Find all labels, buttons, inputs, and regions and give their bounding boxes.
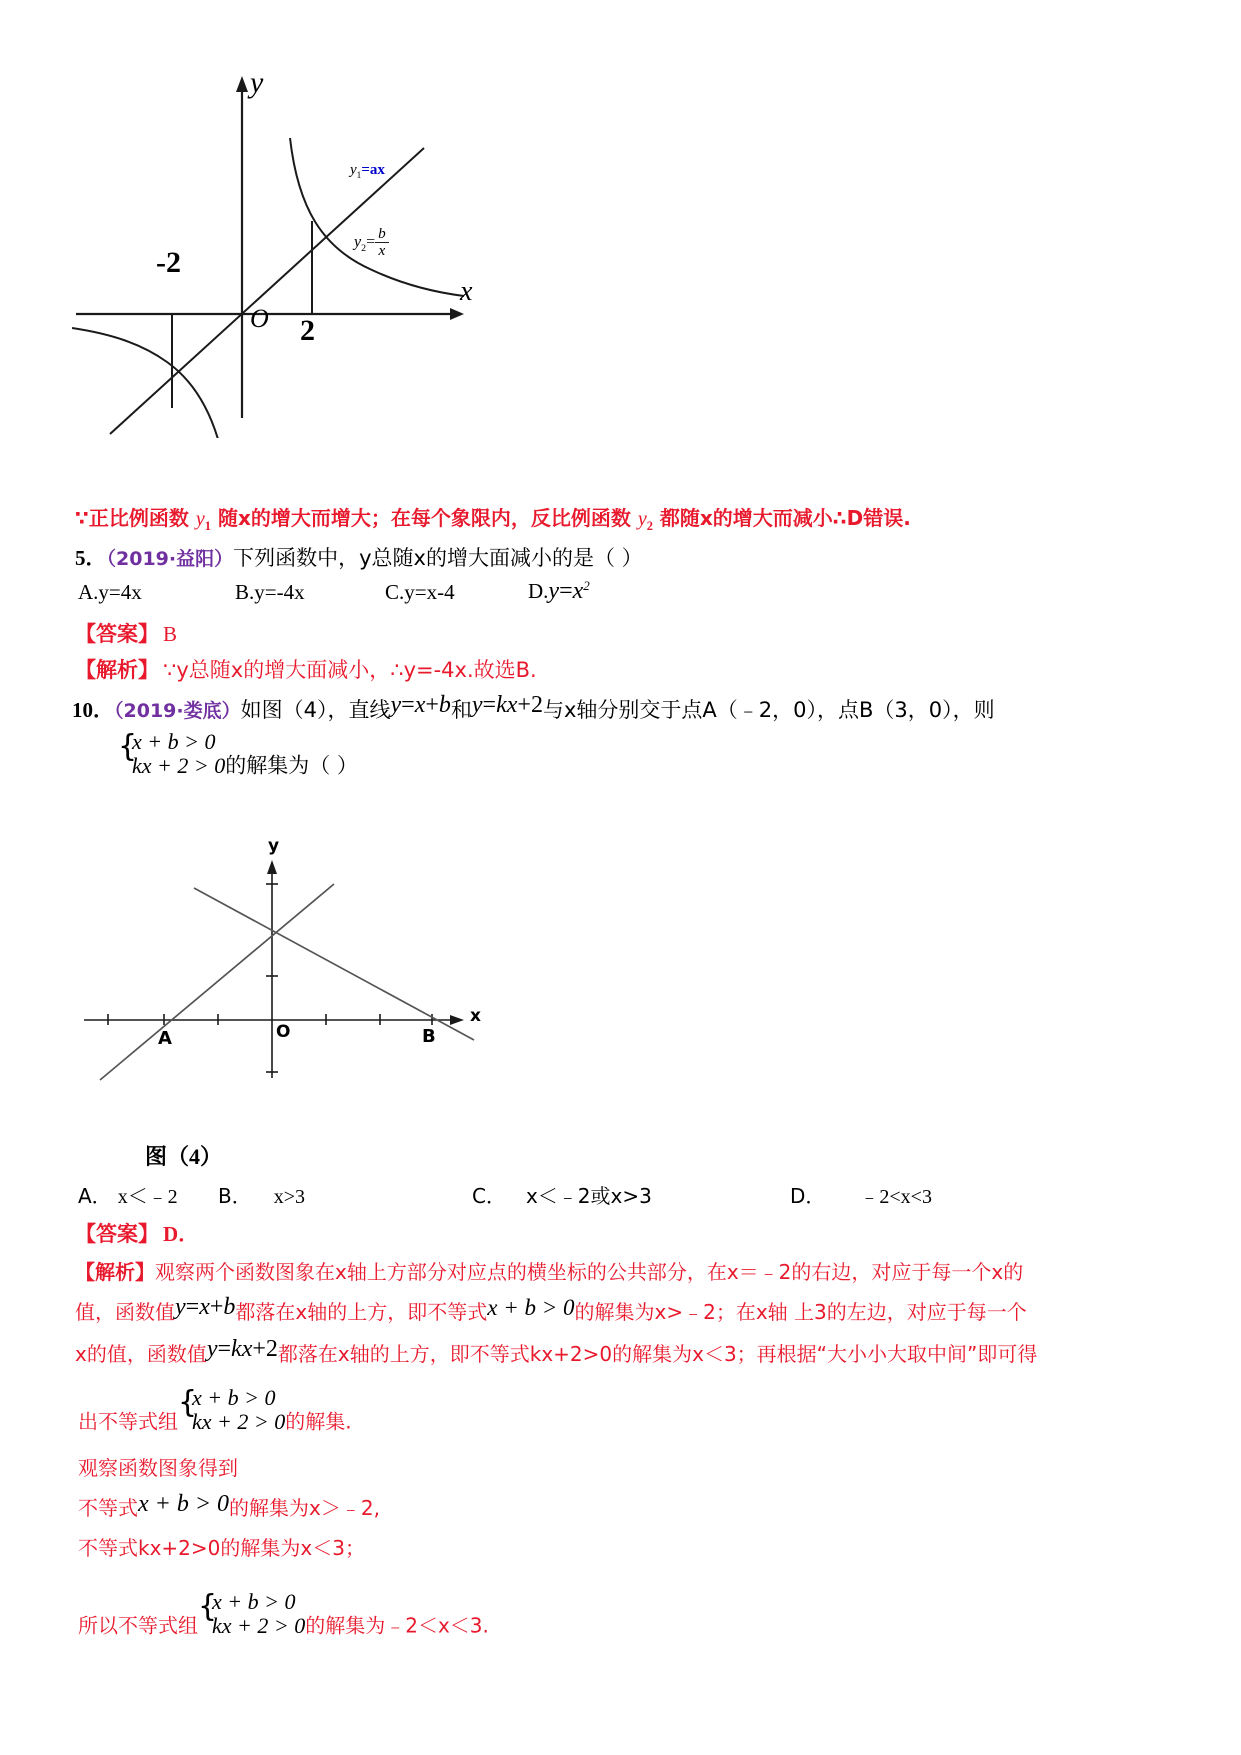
question10-stem-c: 与x轴分别交于点A（﹣2，0），点B（3，0），则 bbox=[542, 698, 995, 722]
a-eq1-y: y bbox=[175, 1294, 186, 1320]
q10-eq2-plus: + bbox=[517, 692, 531, 718]
question5-option-d-exponent: 2 bbox=[583, 578, 590, 593]
q10-eq1-b: b bbox=[438, 692, 451, 718]
question5-stem-line bbox=[75, 542, 643, 572]
note-line-conclusion bbox=[75, 502, 911, 534]
question10-option-a-label: A． bbox=[78, 1184, 112, 1208]
a-eq2-plus: + bbox=[252, 1336, 266, 1362]
question10-analysis-l1: 观察两个函数图象在x轴上方部分对应点的横坐标的公共部分，在x＝﹣2的右边，对应于每一个x的 bbox=[155, 1260, 1024, 1284]
figure1-line-label-sub: 1 bbox=[356, 171, 362, 181]
figure-inverse-proportion bbox=[72, 58, 492, 438]
question10-option-c-label: C． bbox=[472, 1184, 506, 1208]
question5-analysis-text: ∵y总随x的增大面减小，∴y=-4x.故选B. bbox=[163, 658, 537, 682]
figure1-line-label-rest: =ax bbox=[361, 162, 385, 178]
a-eq2-k: k bbox=[231, 1336, 242, 1362]
question10-option-a-text: x＜﹣2 bbox=[117, 1186, 178, 1208]
question10-option-d[interactable] bbox=[790, 1180, 932, 1209]
question10-analysis-eq-1 bbox=[175, 1294, 235, 1320]
figure1-curve-fraction-denominator: x bbox=[378, 241, 386, 259]
analysis-system2-row-2: kx + 2 > 0 bbox=[212, 1612, 306, 1638]
question10-source: （2019·娄底） bbox=[114, 700, 241, 722]
analysis-system1-row-1: x + b > 0 bbox=[192, 1385, 276, 1410]
question10-analysis-eq-2 bbox=[207, 1336, 278, 1362]
question10-analysis-line-2 bbox=[75, 1296, 1027, 1326]
question5-analysis-tag: 【解析】 bbox=[75, 658, 159, 682]
q10-eq2-two: 2 bbox=[530, 692, 543, 718]
question5-stem: 下列函数中，y总随x的增大面减小的是（ ） bbox=[233, 546, 643, 570]
question10-analysis-l6b: 的解集为x＞﹣2, bbox=[229, 1496, 380, 1520]
figure2-origin-label: O bbox=[276, 1022, 291, 1042]
a-eq1-x: x bbox=[199, 1294, 210, 1320]
figure-two-lines bbox=[78, 828, 498, 1088]
question5-source: （2019·益阳） bbox=[106, 548, 234, 570]
question10-stem-b: 和 bbox=[450, 698, 472, 722]
system-brace-icon: { bbox=[118, 729, 138, 764]
note-part-1: ∵正比例函数 bbox=[75, 506, 196, 530]
figure1-y-axis-label: y bbox=[250, 66, 264, 99]
question10-system-row-2: kx + 2 > 0 bbox=[132, 752, 226, 778]
q10-eq1-y: y bbox=[390, 692, 402, 718]
question10-inequality-system bbox=[118, 730, 225, 778]
question10-option-b-text: x>3 bbox=[273, 1186, 306, 1208]
question10-stem-a: 如图（4），直线 bbox=[240, 698, 391, 722]
question10-analysis-line-1 bbox=[75, 1256, 1023, 1285]
question5-option-d[interactable] bbox=[528, 578, 590, 605]
question10-analysis-l4b: 的解集. bbox=[285, 1409, 352, 1434]
question10-analysis-line-8 bbox=[78, 1590, 489, 1638]
question5-option-d-eq: = bbox=[559, 578, 573, 604]
note-y2: y bbox=[637, 508, 647, 530]
figure1-x-axis-label: x bbox=[460, 276, 473, 307]
figure2-point-a-label: A bbox=[158, 1028, 172, 1049]
system-brace-icon-2: { bbox=[178, 1385, 198, 1420]
question5-option-d-x: x bbox=[572, 578, 584, 604]
question5-option-d-label: D. bbox=[528, 579, 549, 603]
q10-eq1-x: x bbox=[414, 692, 426, 718]
note-y1: y bbox=[195, 508, 205, 530]
question5-answer-line bbox=[75, 618, 177, 648]
question10-analysis-ineq-2: x + b > 0 bbox=[138, 1491, 230, 1517]
figure1-curve-label-sub: 2 bbox=[361, 242, 367, 254]
figure2-svg bbox=[78, 828, 498, 1088]
figure2-point-b-label: B bbox=[422, 1026, 436, 1047]
question5-analysis-line bbox=[75, 654, 537, 684]
system-brace-icon-3: { bbox=[198, 1589, 218, 1624]
question10-analysis-l6a: 不等式 bbox=[78, 1496, 138, 1520]
figure1-svg bbox=[72, 58, 492, 438]
question10-analysis-l2c: 的解集为x>﹣2；在x轴 上3的左边，对应于每一个 bbox=[574, 1300, 1027, 1324]
figure2-y-axis-label: y bbox=[268, 836, 280, 856]
q10-eq2-x: x bbox=[506, 692, 518, 718]
question10-option-b[interactable] bbox=[218, 1180, 305, 1209]
figure1-curve-label-eq: = bbox=[366, 233, 376, 251]
question10-analysis-line-3 bbox=[75, 1338, 1037, 1368]
question10-analysis-l8b: 的解集为﹣2＜x＜3. bbox=[305, 1613, 489, 1638]
question10-analysis-l3a: x的值，函数值 bbox=[75, 1342, 207, 1366]
question5-number: 5． bbox=[75, 546, 107, 570]
question10-analysis-line-5 bbox=[78, 1452, 238, 1481]
question10-option-d-text: ﹣2<x<3 bbox=[859, 1186, 932, 1208]
question10-stem-line bbox=[72, 694, 995, 724]
question5-option-b[interactable]: B.y=-4x bbox=[235, 580, 305, 604]
question5-option-a[interactable]: A.y=4x bbox=[78, 580, 142, 604]
question10-stem-d: 的解集为（ ） bbox=[225, 753, 358, 778]
analysis-system2-row-1: x + b > 0 bbox=[212, 1589, 296, 1614]
q10-eq2-k: k bbox=[496, 692, 507, 718]
question10-system-line bbox=[118, 730, 358, 780]
question5-option-d-y: y bbox=[548, 578, 560, 604]
question10-analysis-l7: 不等式kx+2>0的解集为x＜3； bbox=[78, 1536, 365, 1560]
note-part-2: 随x的增大而增大；在每个象限内，反比例函数 bbox=[210, 506, 638, 530]
analysis-system1-row-2: kx + 2 > 0 bbox=[192, 1408, 286, 1434]
question10-analysis-tag: 【解析】 bbox=[75, 1260, 155, 1284]
question10-answer-tag: 【答案】 bbox=[75, 1222, 159, 1246]
question10-analysis-l2b: 都落在x轴的上方，即不等式 bbox=[235, 1300, 488, 1324]
question10-option-d-label: D． bbox=[790, 1184, 826, 1208]
figure2-x-axis-label: x bbox=[470, 1006, 481, 1026]
q10-eq2-eq: = bbox=[482, 692, 497, 718]
a-eq1-eq: = bbox=[185, 1294, 200, 1320]
question10-analysis-line-7 bbox=[78, 1532, 365, 1561]
question5-option-c[interactable]: C.y=x-4 bbox=[385, 580, 455, 604]
question10-analysis-l2a: 值，函数值 bbox=[75, 1300, 175, 1324]
question10-analysis-line-4 bbox=[78, 1386, 352, 1434]
question10-analysis-l3b: 都落在x轴的上方，即不等式kx+2>0的解集为x＜3；再根据“大小小大取中间”即可得 bbox=[277, 1342, 1038, 1366]
question10-analysis-l5: 观察函数图象得到 bbox=[78, 1456, 238, 1480]
note-y1-sub: 1 bbox=[204, 519, 211, 533]
question10-option-c[interactable] bbox=[472, 1180, 652, 1209]
question10-answer-value: D． bbox=[163, 1222, 200, 1246]
figure1-curve-fraction-numerator: b bbox=[375, 226, 389, 243]
a-eq2-two: 2 bbox=[265, 1336, 278, 1362]
figure1-curve-label-y: y bbox=[354, 233, 362, 251]
question10-equation-2 bbox=[472, 692, 543, 718]
a-eq1-b: b bbox=[223, 1294, 236, 1320]
question10-analysis-ineq-1: x + b > 0 bbox=[487, 1295, 575, 1320]
question10-option-c-text: x＜﹣2或x>3 bbox=[525, 1184, 652, 1208]
question10-answer-line bbox=[75, 1218, 199, 1248]
note-part-3: 都随x的增大而减小∴D错误. bbox=[652, 506, 911, 530]
q10-eq2-y: y bbox=[471, 692, 483, 718]
figure1-tick-negative-label: -2 bbox=[156, 246, 181, 279]
question10-analysis-system-2 bbox=[198, 1590, 305, 1638]
question5-answer-value: B bbox=[163, 622, 178, 646]
question10-option-b-label: B． bbox=[218, 1184, 252, 1208]
figure2-caption: 图（4） bbox=[145, 1144, 223, 1169]
question10-system-row-1: x + b > 0 bbox=[132, 729, 216, 754]
question10-analysis-l8a: 所以不等式组 bbox=[78, 1613, 198, 1638]
q10-eq1-plus: + bbox=[425, 692, 439, 718]
figure1-curve-fraction bbox=[375, 226, 389, 259]
figure1-line-equation-label bbox=[350, 162, 385, 181]
question10-option-a[interactable] bbox=[78, 1180, 178, 1209]
question10-equation-1 bbox=[390, 692, 450, 718]
question10-number: 10． bbox=[72, 698, 114, 722]
figure1-tick-positive-label: 2 bbox=[300, 314, 315, 347]
figure1-line-label-y: y bbox=[350, 162, 357, 178]
note-y2-sub: 2 bbox=[646, 519, 653, 533]
question5-answer-tag: 【答案】 bbox=[75, 622, 159, 646]
a-eq2-x: x bbox=[241, 1336, 253, 1362]
q10-eq1-eq: = bbox=[401, 692, 415, 718]
figure1-curve-equation-label bbox=[354, 226, 389, 259]
a-eq1-plus: + bbox=[209, 1294, 224, 1320]
a-eq2-eq: = bbox=[217, 1336, 232, 1362]
question10-analysis-l4a: 出不等式组 bbox=[78, 1409, 178, 1434]
question10-analysis-system-1 bbox=[178, 1386, 285, 1434]
question10-analysis-line-6 bbox=[78, 1492, 380, 1522]
a-eq2-y: y bbox=[206, 1336, 218, 1362]
figure1-origin-label: O bbox=[250, 304, 269, 333]
